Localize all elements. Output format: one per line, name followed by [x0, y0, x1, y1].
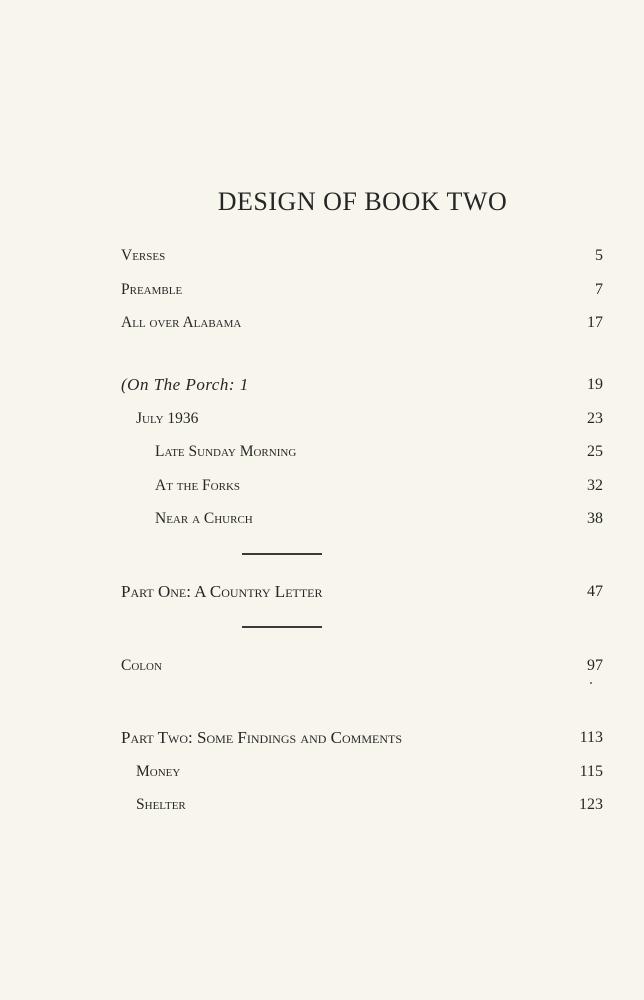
toc-entry-part-one [0, 581, 644, 603]
section-divider [242, 626, 322, 628]
toc-entry-verses [0, 245, 644, 267]
toc-label: July 1936 [136, 410, 199, 427]
toc-entry-july-1936 [0, 408, 644, 430]
toc-entry-preamble [0, 279, 644, 301]
toc-label: Preamble [121, 281, 183, 298]
toc-page-number: 5 [595, 247, 603, 264]
toc-page-number: 47 [587, 583, 603, 600]
toc-page-number: 32 [587, 477, 603, 494]
toc-entry-near-a-church [0, 508, 644, 530]
toc-page-number: 19 [587, 376, 603, 393]
toc-page-number: 7 [595, 281, 603, 298]
toc-page-number: 97 [587, 657, 603, 674]
toc-label: (On The Porch: 1 [121, 375, 249, 394]
toc-label: Part Two: Some Findings and Comments [121, 728, 403, 747]
toc-label: Late Sunday Morning [155, 443, 297, 460]
toc-label: Part One: A Country Letter [121, 582, 323, 601]
toc-entry-at-the-forks [0, 475, 644, 497]
toc-entry-shelter [0, 794, 644, 816]
toc-page-number: 25 [587, 443, 603, 460]
toc-page-number: 38 [587, 510, 603, 527]
toc-page-number: 23 [587, 410, 603, 427]
toc-page-number: 115 [579, 763, 603, 780]
page-title: DESIGN OF BOOK TWO [217, 187, 508, 216]
section-divider [242, 553, 322, 555]
toc-entry-late-sunday-morning [0, 441, 644, 463]
toc-page-number: 113 [579, 729, 603, 746]
toc-entry-on-the-porch [0, 374, 644, 396]
toc-entry-all-over-alabama [0, 312, 644, 334]
toc-label: All over Alabama [121, 314, 242, 331]
toc-entry-colon [0, 655, 644, 677]
toc-label: Colon [121, 657, 162, 674]
toc-label: At the Forks [155, 477, 241, 494]
toc-label: Shelter [136, 796, 186, 813]
toc-entry-money [0, 761, 644, 783]
toc-page-number: 123 [579, 796, 603, 813]
toc-label: Money [136, 763, 181, 780]
paper-speck [590, 682, 592, 684]
toc-label: Verses [121, 247, 166, 264]
toc-entry-part-two [0, 727, 644, 749]
toc-label: Near a Church [155, 510, 253, 527]
toc-page-number: 17 [587, 314, 603, 331]
